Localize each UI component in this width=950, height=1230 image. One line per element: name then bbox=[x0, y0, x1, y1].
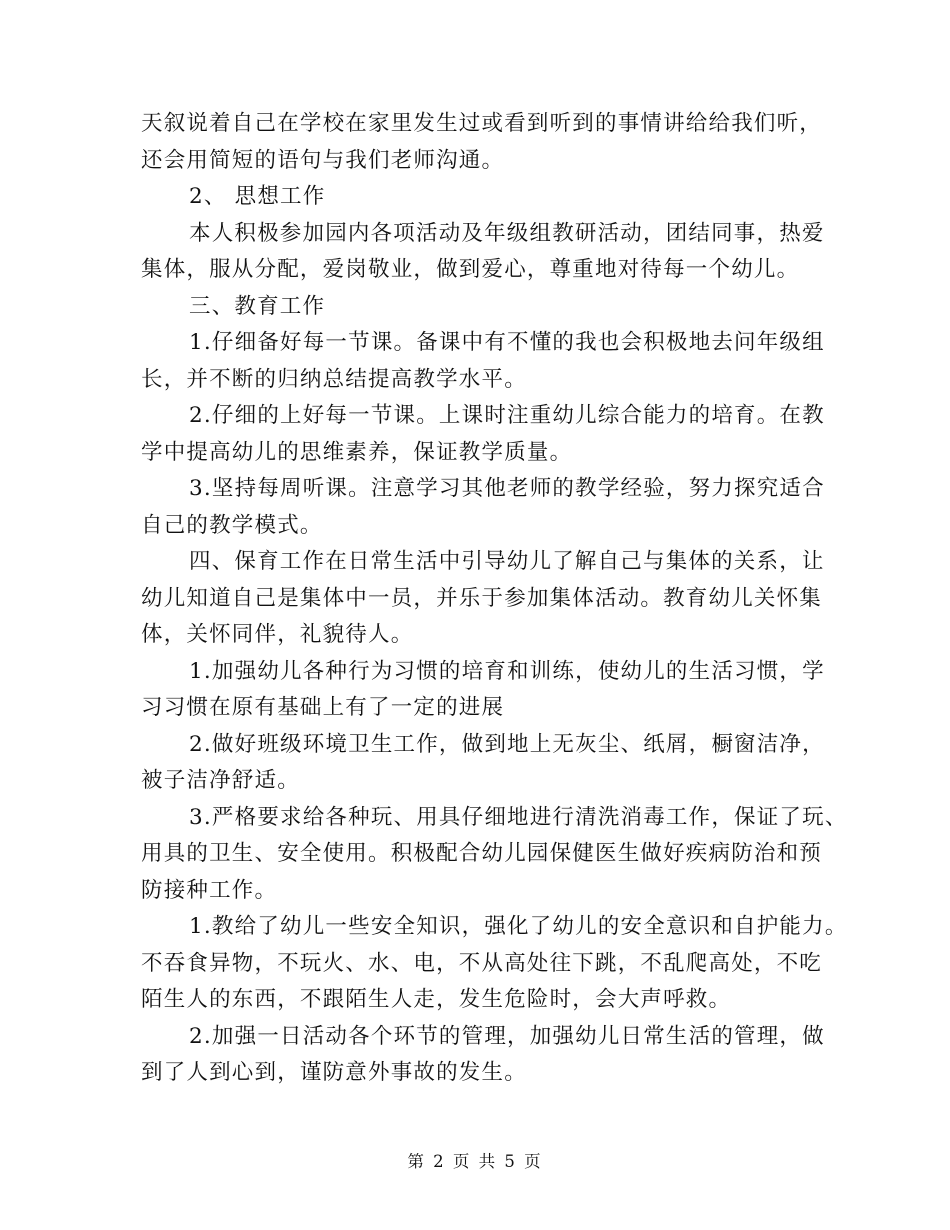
text-line: 1.教给了幼儿一些安全知识，强化了幼儿的安全意识和自护能力。 bbox=[189, 914, 848, 939]
text-line: 四、保育工作在日常生活中引导幼儿了解自己与集体的关系，让 bbox=[189, 549, 825, 574]
text-line: 陌生人的东西，不跟陌生人走，发生危险时，会大声呼救。 bbox=[141, 987, 732, 1012]
text-line: 被子洁净舒适。 bbox=[141, 768, 300, 793]
text-line: 自己的教学模式。 bbox=[141, 512, 323, 538]
text-line: 1.加强幼儿各种行为习惯的培育和训练，使幼儿的生活习惯，学 bbox=[189, 658, 825, 684]
text-line: 集体，服从分配，爱岗敬业，做到爱心，尊重地对待每一个幼儿。 bbox=[141, 257, 800, 282]
text-line: 三、教育工作 bbox=[189, 293, 326, 319]
text-line: 长，并不断的归纳总结提高教学水平。 bbox=[141, 366, 527, 392]
text-line: 2.仔细的上好每一节课。上课时注重幼儿综合能力的培育。在教 bbox=[189, 403, 825, 428]
text-line: 还会用简短的语句与我们老师沟通。 bbox=[141, 147, 505, 173]
text-line: 2.做好班级环境卫生工作，做到地上无灰尘、纸屑，橱窗洁净， bbox=[189, 731, 825, 757]
text-line: 习习惯在原有基础上有了一定的进展 bbox=[141, 695, 505, 720]
text-line: 幼儿知道自己是集体中一员，并乐于参加集体活动。教育幼儿关怀集 bbox=[141, 585, 823, 611]
document-body bbox=[141, 106, 848, 1092]
text-line: 学中提高幼儿的思维素养，保证教学质量。 bbox=[141, 439, 573, 465]
text-line: 体，关怀同伴，礼貌待人。 bbox=[141, 622, 414, 647]
text-line: 本人积极参加园内各项活动及年级组教研活动，团结同事，热爱 bbox=[189, 220, 825, 246]
text-line: 3.坚持每周听课。注意学习其他老师的教学经验，努力探究适合 bbox=[189, 476, 825, 501]
text-line: 1.仔细备好每一节课。备课中有不懂的我也会积极地去问年级组 bbox=[189, 330, 825, 355]
page-footer: 第 2 页 共 5 页 bbox=[407, 1152, 543, 1171]
text-line: 2.加强一日活动各个环节的管理，加强幼儿日常生活的管理，做 bbox=[189, 1023, 825, 1049]
text-line: 不吞食异物，不玩火、水、电，不从高处往下跳，不乱爬高处，不吃 bbox=[141, 950, 823, 976]
text-line: 防接种工作。 bbox=[141, 877, 278, 903]
text-line: 3.严格要求给各种玩、用具仔细地进行清洗消毒工作，保证了玩、 bbox=[189, 804, 848, 830]
text-line: 2、 思想工作 bbox=[189, 184, 326, 209]
text-line: 天叙说着自己在学校在家里发生过或看到听到的事情讲给给我们听， bbox=[141, 111, 823, 136]
text-line: 用具的卫生、安全使用。积极配合幼儿园保健医生做好疾病防治和预 bbox=[141, 841, 823, 866]
text-line: 到了人到心到，谨防意外事故的发生。 bbox=[141, 1060, 527, 1085]
